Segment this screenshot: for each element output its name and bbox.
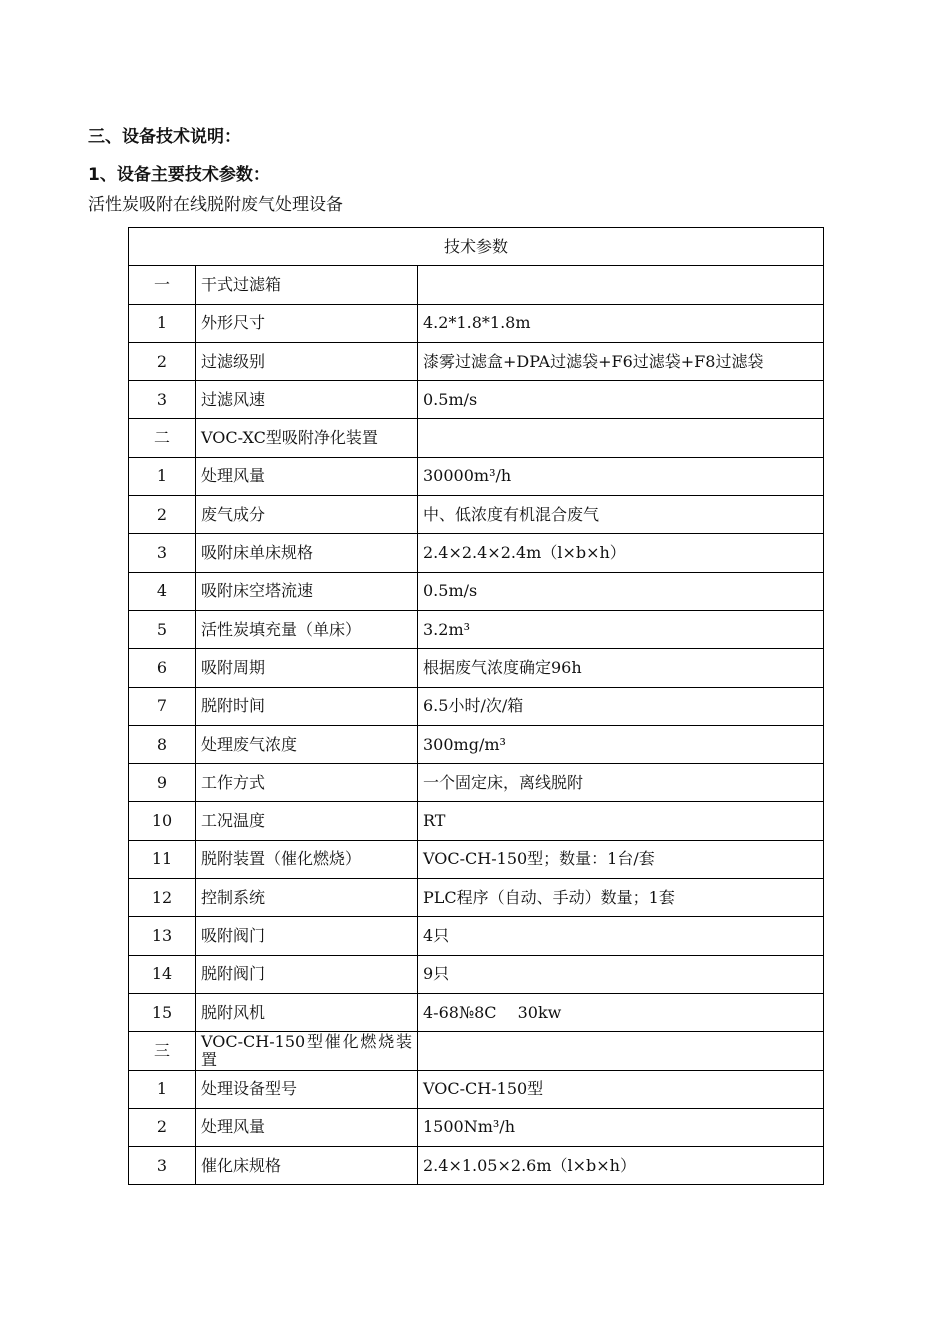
table-row (129, 993, 824, 1031)
row-number: 2 (129, 496, 196, 534)
row-number: 8 (129, 725, 196, 763)
row-value: VOC-CH-150型；数量：1台/套 (418, 840, 824, 878)
table-row (129, 534, 824, 572)
row-item: 吸附床单床规格 (196, 534, 418, 572)
row-value: 6.5小时/次/箱 (418, 687, 824, 725)
table-row (129, 304, 824, 342)
table-row (129, 649, 824, 687)
row-value: 3.2m³ (418, 610, 824, 648)
row-item: 过滤风速 (196, 381, 418, 419)
row-item: 工作方式 (196, 764, 418, 802)
row-value: 300mg/m³ (418, 725, 824, 763)
row-item: 干式过滤箱 (196, 266, 418, 304)
table-row (129, 1147, 824, 1185)
tech-params-table (128, 227, 824, 1185)
row-value: 漆雾过滤盒+DPA过滤袋+F6过滤袋+F8过滤袋 (418, 342, 824, 380)
table-row (129, 840, 824, 878)
row-number: 9 (129, 764, 196, 802)
table-row (129, 496, 824, 534)
row-value: VOC-CH-150型 (418, 1070, 824, 1108)
row-number: 3 (129, 1147, 196, 1185)
row-item: 处理设备型号 (196, 1070, 418, 1108)
table-row (129, 457, 824, 495)
row-number: 1 (129, 304, 196, 342)
section-heading: 三、设备技术说明： (88, 127, 241, 147)
row-value: 9只 (418, 955, 824, 993)
table-row (129, 572, 824, 610)
row-number: 10 (129, 802, 196, 840)
row-item: 废气成分 (196, 496, 418, 534)
row-number: 1 (129, 1070, 196, 1108)
row-item: 工况温度 (196, 802, 418, 840)
row-value: 0.5m/s (418, 381, 824, 419)
row-value: PLC程序（自动、手动）数量；1套 (418, 879, 824, 917)
row-item: 吸附床空塔流速 (196, 572, 418, 610)
row-item: 控制系统 (196, 879, 418, 917)
table-row (129, 802, 824, 840)
row-item: 脱附风机 (196, 993, 418, 1031)
row-number: 14 (129, 955, 196, 993)
row-value: 2.4×1.05×2.6m（l×b×h） (418, 1147, 824, 1185)
row-item: VOC-CH-150型催化燃烧装置 (196, 1032, 418, 1070)
table-row (129, 419, 824, 457)
table-header-row (129, 228, 824, 266)
row-number: 12 (129, 879, 196, 917)
row-value: 一个固定床，离线脱附 (418, 764, 824, 802)
row-number: 4 (129, 572, 196, 610)
row-item: 脱附阀门 (196, 955, 418, 993)
row-number: 15 (129, 993, 196, 1031)
table-row (129, 725, 824, 763)
row-item: 吸附阀门 (196, 917, 418, 955)
row-number: 2 (129, 342, 196, 380)
row-value: 4.2*1.8*1.8m (418, 304, 824, 342)
row-value (418, 266, 824, 304)
table-row (129, 879, 824, 917)
row-value: 4只 (418, 917, 824, 955)
row-item: 处理风量 (196, 1108, 418, 1146)
row-item: 处理废气浓度 (196, 725, 418, 763)
row-number: 1 (129, 457, 196, 495)
table-row (129, 266, 824, 304)
row-item: 处理风量 (196, 457, 418, 495)
row-number: 3 (129, 534, 196, 572)
row-item: 脱附装置（催化燃烧） (196, 840, 418, 878)
table-row (129, 764, 824, 802)
row-item: 过滤级别 (196, 342, 418, 380)
row-item: VOC-XC型吸附净化装置 (196, 419, 418, 457)
row-value: 0.5m/s (418, 572, 824, 610)
table-row (129, 342, 824, 380)
row-number: 2 (129, 1108, 196, 1146)
table-header: 技术参数 (129, 228, 824, 266)
row-item: 吸附周期 (196, 649, 418, 687)
row-number: 5 (129, 610, 196, 648)
row-number: 11 (129, 840, 196, 878)
row-value: 根据废气浓度确定96h (418, 649, 824, 687)
row-number: 13 (129, 917, 196, 955)
row-value (418, 419, 824, 457)
intro-text: 活性炭吸附在线脱附废气处理设备 (88, 195, 343, 215)
subsection-heading: 1、设备主要技术参数： (88, 165, 270, 185)
table-row (129, 955, 824, 993)
row-number: 6 (129, 649, 196, 687)
row-value: RT (418, 802, 824, 840)
table-row (129, 917, 824, 955)
row-number: 二 (129, 419, 196, 457)
row-number: 一 (129, 266, 196, 304)
row-number: 三 (129, 1032, 196, 1070)
row-item: 外形尺寸 (196, 304, 418, 342)
row-value: 4-68№8C 30kw (418, 993, 824, 1031)
row-item: 活性炭填充量（单床） (196, 610, 418, 648)
table-row (129, 1070, 824, 1108)
row-number: 7 (129, 687, 196, 725)
row-value: 1500Nm³/h (418, 1108, 824, 1146)
table-row (129, 381, 824, 419)
row-number: 3 (129, 381, 196, 419)
table-row (129, 610, 824, 648)
row-value: 30000m³/h (418, 457, 824, 495)
row-value: 中、低浓度有机混合废气 (418, 496, 824, 534)
table-row (129, 1032, 824, 1070)
row-value (418, 1032, 824, 1070)
row-item: 催化床规格 (196, 1147, 418, 1185)
table-row (129, 687, 824, 725)
table-row (129, 1108, 824, 1146)
row-item: 脱附时间 (196, 687, 418, 725)
row-value: 2.4×2.4×2.4m（l×b×h） (418, 534, 824, 572)
